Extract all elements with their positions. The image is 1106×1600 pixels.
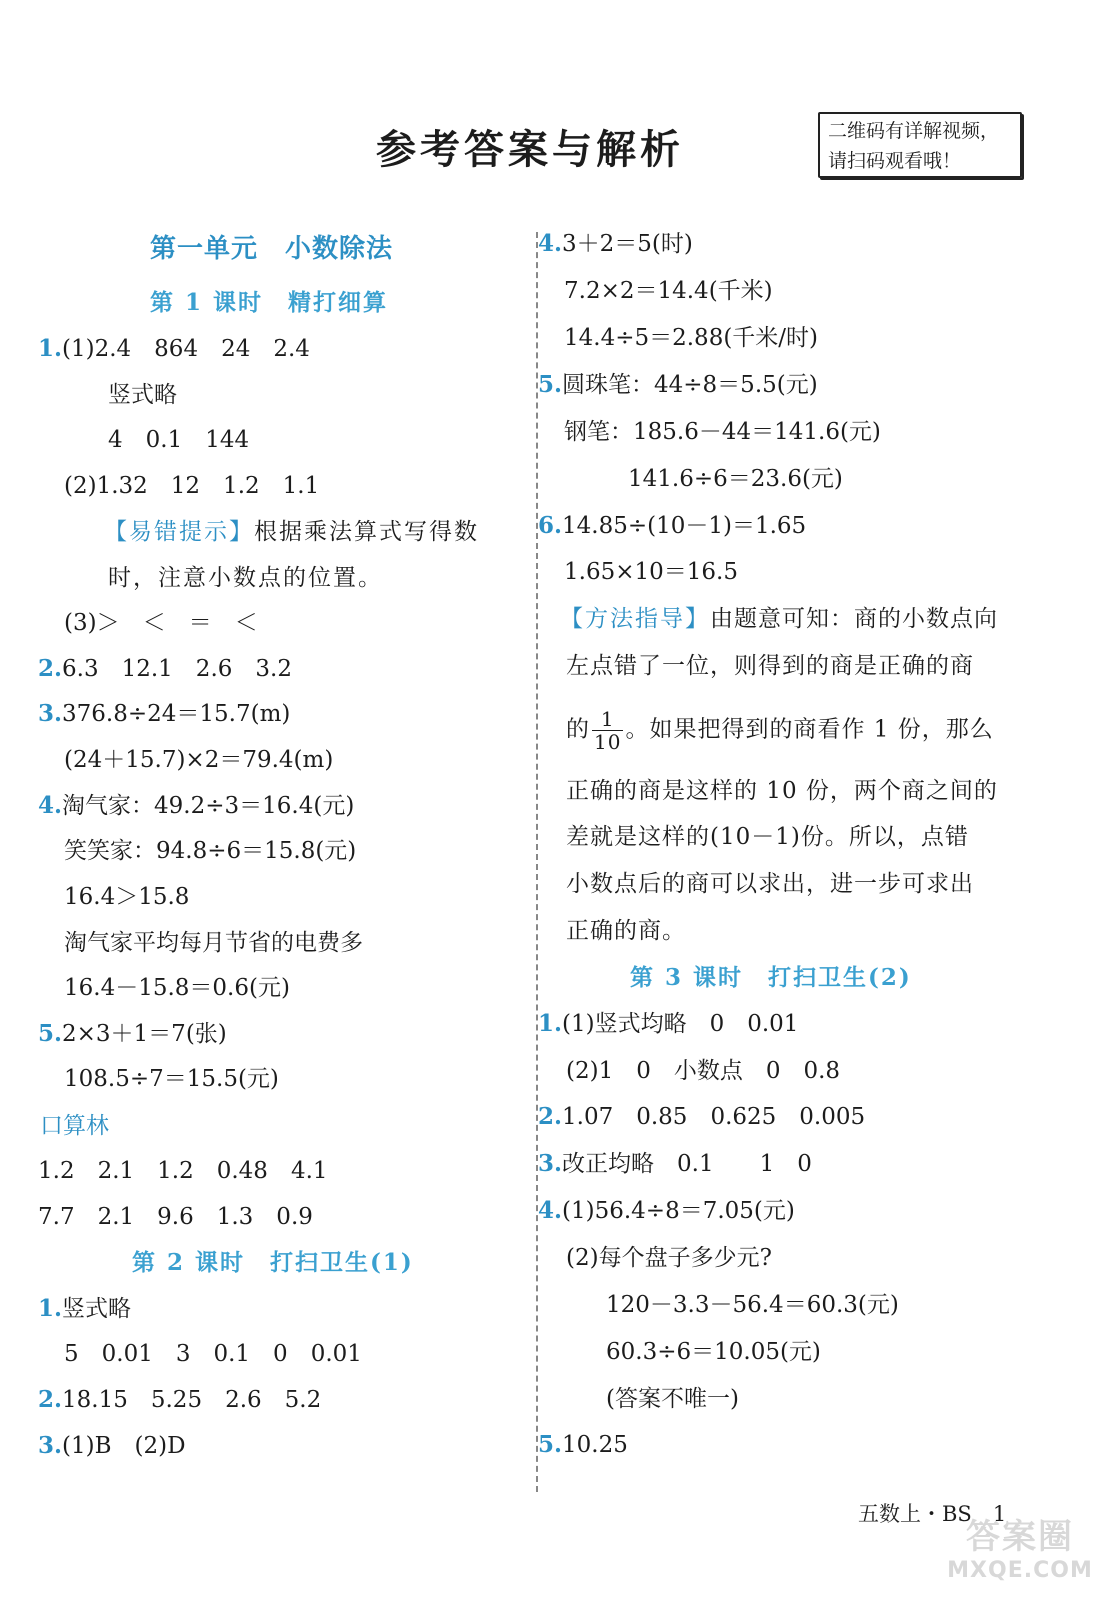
answer-text: 1.07 0.85 0.625 0.005 xyxy=(562,1104,866,1130)
lesson-3-question-5 xyxy=(538,1430,628,1460)
question-number: 2. xyxy=(38,1386,63,1413)
answer-line: 120－3.3－56.4＝60.3(元) xyxy=(606,1292,899,1318)
answer-text: 3＋2＝5(时) xyxy=(562,231,693,257)
answer-text: 18.15 5.25 2.6 5.2 xyxy=(62,1387,322,1413)
answer-text: 改正均略 0.1 1 0 xyxy=(562,1151,812,1177)
lesson-2-question-2 xyxy=(38,1385,321,1415)
tip-text: 。如果把得到的商看作 1 份，那么 xyxy=(625,716,994,743)
answer-text: 竖式略 xyxy=(62,1296,132,1322)
watermark-url: MXQE.COM xyxy=(947,1558,1093,1583)
tip-label: 【易错提示】 xyxy=(104,519,254,545)
page-footer: 五数上・BS 1 xyxy=(858,1502,1007,1526)
answer-text: (1)56.4÷8＝7.05(元) xyxy=(562,1198,795,1224)
watermark-logo xyxy=(940,1517,1100,1596)
question-number: 6. xyxy=(538,512,563,539)
fraction-denominator: 10 xyxy=(594,730,622,754)
lesson-3-question-4 xyxy=(538,1196,795,1226)
answer-line: 笑笑家：94.8÷6＝15.8(元) xyxy=(64,838,357,864)
question-4 xyxy=(38,791,354,821)
tip-text: 时，注意小数点的位置。 xyxy=(108,565,383,591)
question-number: 4. xyxy=(38,792,63,819)
answer-line: 16.4－15.8＝0.6(元) xyxy=(64,975,290,1001)
tip-text: 差就是这样的(10－1)份。所以，点错 xyxy=(566,824,969,850)
tip-text: 小数点后的商可以求出，进一步可求出 xyxy=(566,871,974,897)
tip-text: 的 xyxy=(566,716,590,743)
page-title: 参考答案与解析 xyxy=(376,126,684,173)
tip-text: 左点错了一位，则得到的商是正确的商 xyxy=(566,653,974,679)
answer-line: (答案不唯一) xyxy=(606,1386,739,1412)
question-6 xyxy=(538,511,806,541)
question-number: 5. xyxy=(538,371,563,398)
fraction xyxy=(592,708,623,753)
question-number: 5. xyxy=(38,1020,63,1047)
question-number: 1. xyxy=(538,1010,563,1037)
lesson-3-question-3 xyxy=(538,1149,812,1179)
question-number: 4. xyxy=(538,230,563,257)
tip-text: 正确的商。 xyxy=(566,918,686,944)
fraction-numerator: 1 xyxy=(592,708,623,731)
question-number: 2. xyxy=(538,1103,563,1130)
answer-text: 6.3 12.1 2.6 3.2 xyxy=(62,656,292,682)
answer-line: 5 0.01 3 0.1 0 0.01 xyxy=(64,1341,362,1367)
tip-label: 【方法指导】 xyxy=(560,606,710,632)
answer-line: (2)每个盘子多少元? xyxy=(566,1245,772,1271)
question-number: 1. xyxy=(38,335,63,362)
answer-line: 淘气家平均每月节省的电费多 xyxy=(64,930,363,956)
question-number: 1. xyxy=(38,1295,63,1322)
answer-line: 60.3÷6＝10.05(元) xyxy=(606,1339,821,1365)
lesson-1-title: 第 1 课时 精打细算 xyxy=(150,289,389,316)
question-number: 3. xyxy=(38,1432,63,1459)
oral-arithmetic-title: 口算林 xyxy=(40,1113,109,1139)
question-5 xyxy=(38,1019,227,1049)
tip-text: 正确的商是这样的 10 份，两个商之间的 xyxy=(566,778,998,804)
question-1 xyxy=(38,334,310,364)
error-tip xyxy=(104,517,479,547)
question-number: 5. xyxy=(538,1431,563,1458)
answer-line: 16.4＞15.8 xyxy=(64,884,190,910)
answer-line: 7.7 2.1 9.6 1.3 0.9 xyxy=(38,1204,313,1230)
question-4 xyxy=(538,229,693,259)
tip-text-with-fraction xyxy=(566,708,994,753)
answer-line: 108.5÷7＝15.5(元) xyxy=(64,1066,279,1092)
question-number: 3. xyxy=(538,1150,563,1177)
lesson-2-question-1 xyxy=(38,1294,131,1324)
qr-note-line-1: 二维码有详解视频， xyxy=(828,120,1000,142)
answer-text: 14.85÷(10－1)＝1.65 xyxy=(562,513,807,539)
answer-text: (1)B (2)D xyxy=(62,1433,186,1459)
question-2 xyxy=(38,654,292,684)
answer-text: 圆珠笔：44÷8＝5.5(元) xyxy=(562,372,818,398)
answer-line: (24＋15.7)×2＝79.4(m) xyxy=(64,747,334,773)
question-3 xyxy=(38,699,290,729)
question-number: 3. xyxy=(38,700,63,727)
question-number: 4. xyxy=(538,1197,563,1224)
answer-line: 1.65×10＝16.5 xyxy=(564,559,738,585)
lesson-2-title: 第 2 课时 打扫卫生(1) xyxy=(132,1249,414,1276)
method-tip xyxy=(560,604,998,634)
lesson-2-question-3 xyxy=(38,1431,186,1461)
answer-line: 7.2×2＝14.4(千米) xyxy=(564,278,773,304)
answer-text: 淘气家：49.2÷3＝16.4(元) xyxy=(62,793,355,819)
question-5 xyxy=(538,370,818,400)
answer-line: (3)＞ ＜ ＝ ＜ xyxy=(64,610,258,636)
tip-text: 由题意可知：商的小数点向 xyxy=(710,606,998,632)
unit-title: 第一单元 小数除法 xyxy=(150,234,394,264)
answer-line: 141.6÷6＝23.6(元) xyxy=(628,466,843,492)
lesson-3-question-2 xyxy=(538,1102,865,1132)
column-divider xyxy=(536,232,538,1492)
answer-text: 2×3＋1＝7(张) xyxy=(62,1021,227,1047)
answer-line: 4 0.1 144 xyxy=(108,427,250,453)
qr-code-note xyxy=(818,112,1022,178)
answer-line: 14.4÷5＝2.88(千米/时) xyxy=(564,325,819,351)
answer-text: 376.8÷24＝15.7(m) xyxy=(62,701,291,727)
answer-line: 1.2 2.1 1.2 0.48 4.1 xyxy=(38,1158,328,1184)
qr-note-line-2: 请扫码观看哦！ xyxy=(828,150,962,172)
watermark-text: 答案圈 xyxy=(966,1517,1074,1557)
answer-line: (2)1 0 小数点 0 0.8 xyxy=(566,1058,841,1084)
answer-text: (1)2.4 864 24 2.4 xyxy=(62,336,310,362)
lesson-3-question-1 xyxy=(538,1009,798,1039)
tip-text: 根据乘法算式写得数 xyxy=(254,519,479,545)
answer-text: 10.25 xyxy=(562,1432,628,1458)
answer-line: 竖式略 xyxy=(108,382,177,408)
answer-text: (1)竖式均略 0 0.01 xyxy=(562,1011,799,1037)
answer-line: 钢笔：185.6－44＝141.6(元) xyxy=(564,419,881,445)
answer-line: (2)1.32 12 1.2 1.1 xyxy=(64,473,320,499)
question-number: 2. xyxy=(38,655,63,682)
lesson-3-title: 第 3 课时 打扫卫生(2) xyxy=(630,964,912,991)
